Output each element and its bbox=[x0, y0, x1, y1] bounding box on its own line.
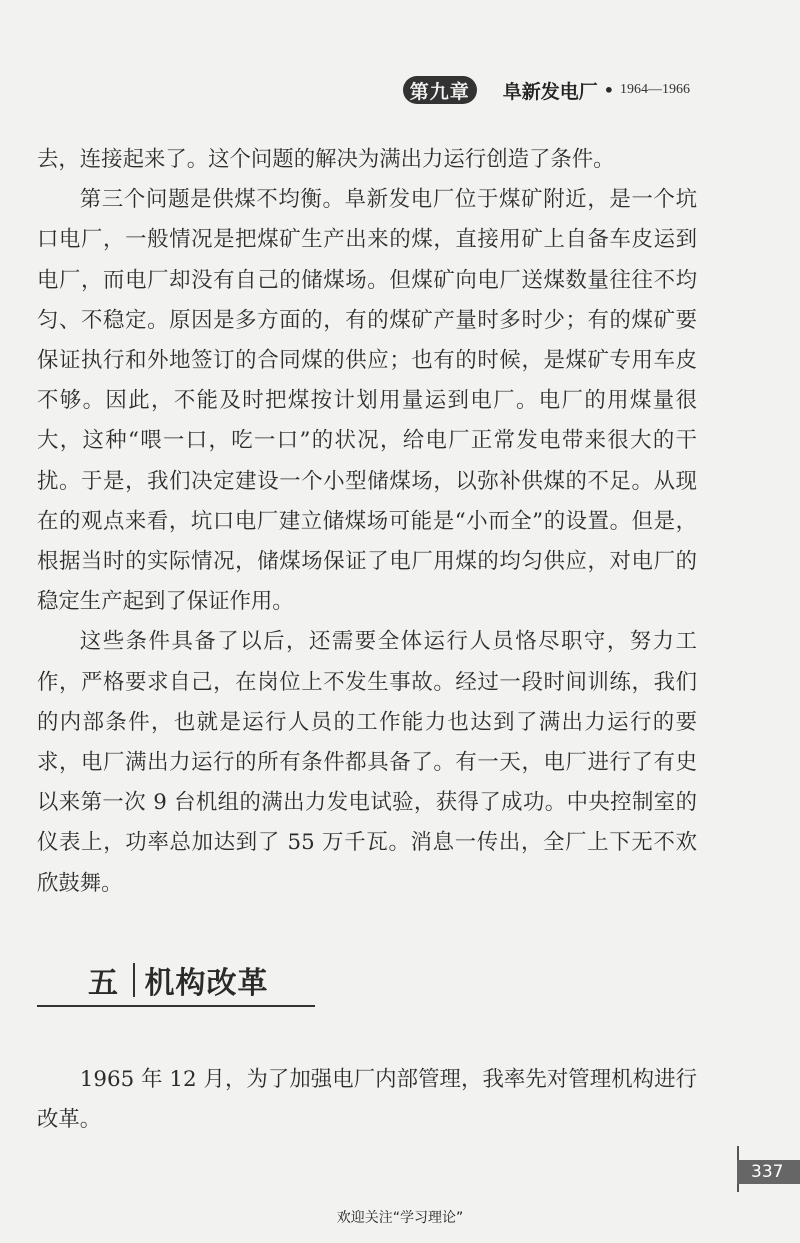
section-heading bbox=[37, 955, 315, 1007]
section-divider bbox=[133, 963, 135, 997]
running-header bbox=[403, 76, 690, 104]
chapter-badge: 第九章 bbox=[403, 76, 477, 104]
section-body bbox=[37, 1060, 697, 1140]
section-title: 机构改革 bbox=[144, 966, 269, 1001]
header-separator: • bbox=[603, 80, 614, 100]
paragraph: 第三个问题是供煤不均衡。阜新发电厂位于煤矿附近，是一个坑口电厂，一般情况是把煤矿生产出来的煤，直接用矿上自备车皮运到电厂，而电厂却没有自己的储煤场。但煤矿向电厂送煤数量往往不均匀、不稳定。原因是多方面的，有的煤矿产量时多时少；有的煤矿要保证执行和外地签订的合同煤的供应；也有的时候，是煤矿专用车皮不够。因此，不能及时把煤按计划用量运到电厂。电厂的用煤量很大，这种“喂一口，吃一口”的状况，给电厂正常发电带来很大的干扰。于是，我们决定建设一个小型储煤场，以弥补供煤的不足。从现在的观点来看，坑口电厂建立储煤场可能是“小而全”的设置。但是，根据当时的实际情况，储煤场保证了电厂用煤的均匀供应，对电厂的稳定生产起到了保证作用。 bbox=[37, 187, 697, 615]
body-text bbox=[37, 140, 697, 904]
section-number: 五 bbox=[88, 966, 118, 1001]
chapter-title: 阜新发电厂 bbox=[502, 80, 598, 103]
paragraph: 这些条件具备了以后，还需要全体运行人员恪尽职守，努力工作，严格要求自己，在岗位上不发生事故。经过一段时间训练，我们的内部条件，也就是运行人员的工作能力也达到了满出力运行的要求，电厂满出力运行的所有条件都具备了。有一天，电厂进行了有史以来第一次 9 台机组的满出力发电试验，获得了成功。中央控制室的仪表上，功率总加达到了 55 万千瓦。消息一传出，全厂上下无不欢欣鼓舞。 bbox=[37, 629, 697, 896]
chapter-years: 1964—1966 bbox=[620, 82, 690, 97]
page-number: 337 bbox=[737, 1160, 800, 1184]
paragraph: 1965 年 12 月，为了加强电厂内部管理，我率先对管理机构进行改革。 bbox=[37, 1067, 697, 1133]
paragraph-continuation: 去，连接起来了。这个问题的解决为满出力运行创造了条件。 bbox=[37, 147, 615, 172]
footer-note: 欢迎关注“学习理论” bbox=[336, 1210, 464, 1226]
